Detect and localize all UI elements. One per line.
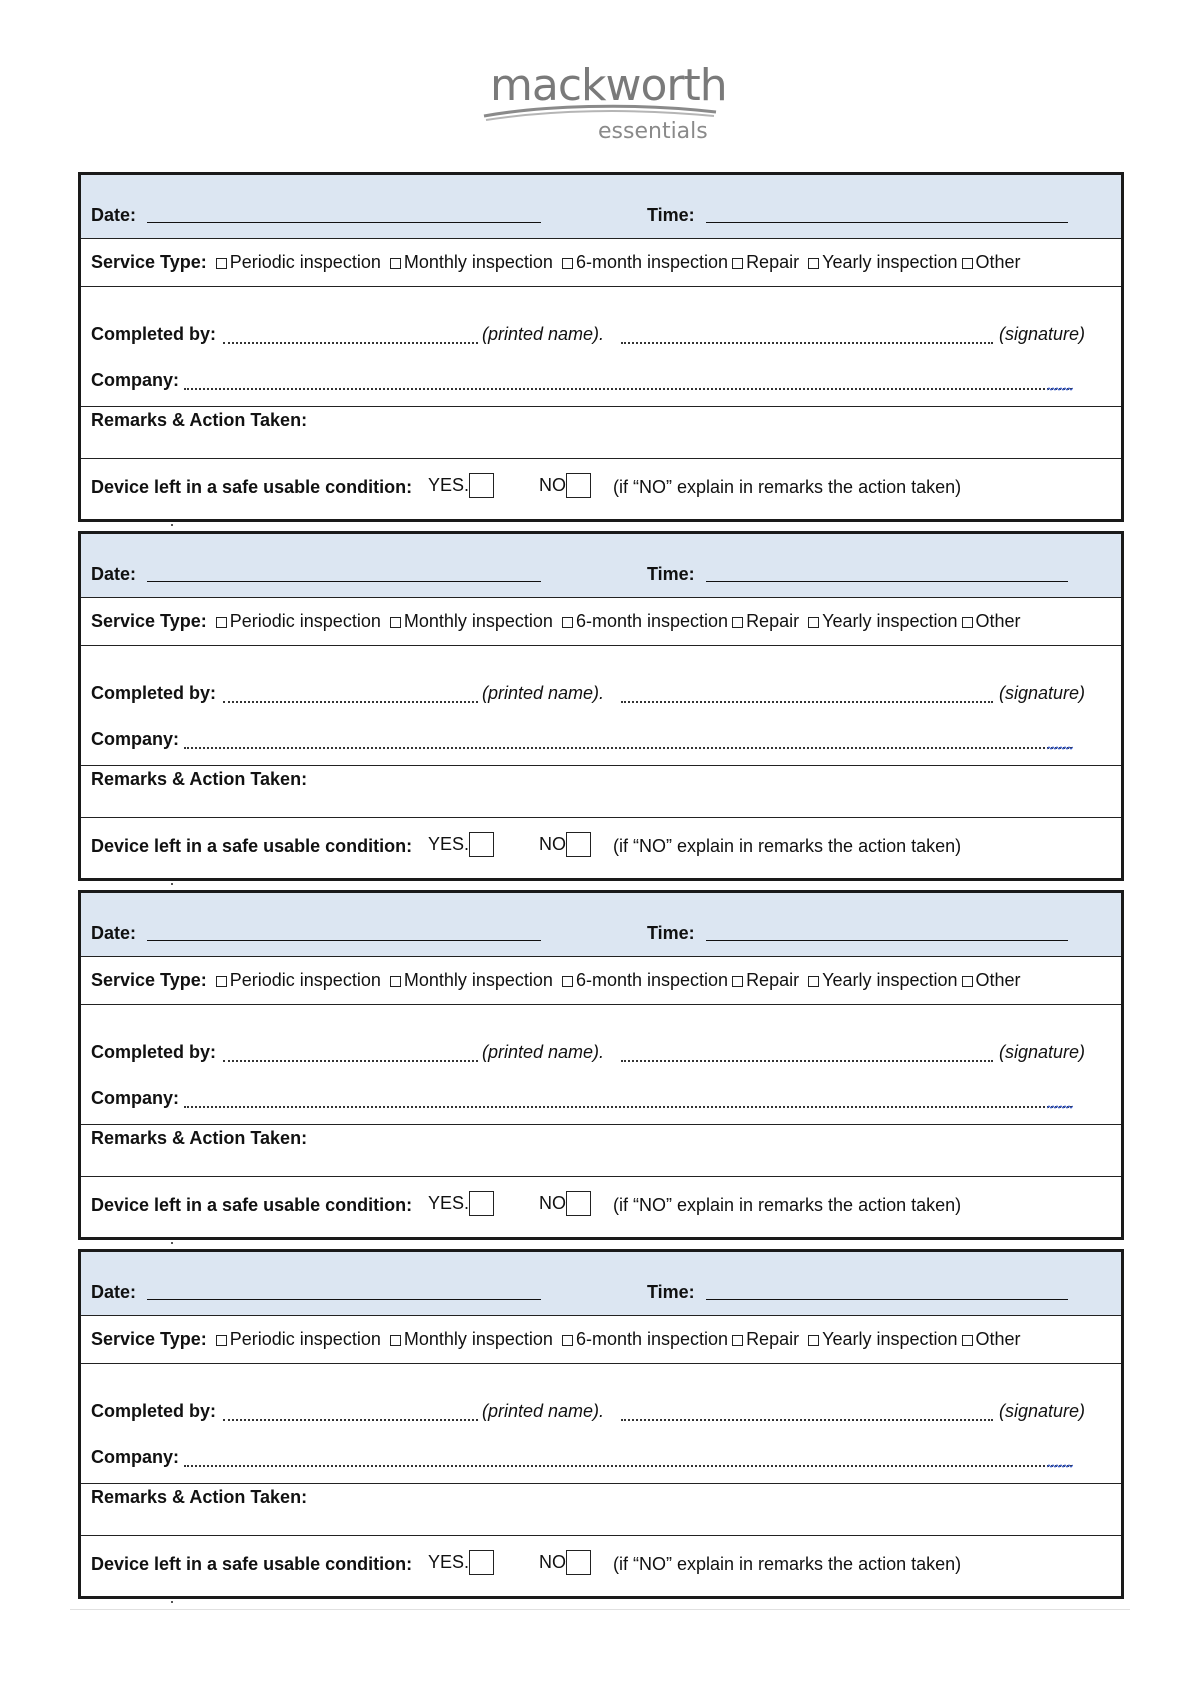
- company-label: Company:: [91, 370, 180, 390]
- page-tick-mark: [171, 883, 173, 885]
- no-checkbox[interactable]: [566, 473, 591, 498]
- repair-option-label: Repair: [746, 252, 800, 272]
- no-option: [539, 832, 591, 857]
- no-label: NO: [539, 1193, 566, 1213]
- yearly-checkbox[interactable]: [808, 1335, 819, 1346]
- completed-by-row: [81, 1005, 1121, 1125]
- spellcheck-squiggle-icon: [1047, 1105, 1073, 1111]
- no-explain-note: (if “NO” explain in remarks the action taken): [613, 477, 962, 497]
- yes-checkbox[interactable]: [469, 1191, 494, 1216]
- device-condition-row: [81, 1177, 1121, 1237]
- other-checkbox[interactable]: [962, 1335, 973, 1346]
- periodic-checkbox[interactable]: [216, 1335, 227, 1346]
- date-label: Date:: [91, 205, 137, 225]
- printed-name-field[interactable]: [223, 1419, 478, 1421]
- device-condition-label: Device left in a safe usable condition:: [91, 477, 413, 497]
- company-field[interactable]: [184, 747, 1072, 749]
- six-month-checkbox[interactable]: [562, 258, 573, 269]
- service-type-label: Service Type:: [91, 970, 207, 990]
- yes-checkbox[interactable]: [469, 832, 494, 857]
- printed-name-caption: (printed name).: [482, 324, 605, 344]
- completed-by-row: [81, 646, 1121, 766]
- yes-label: YES.: [428, 834, 470, 854]
- repair-option-label: Repair: [746, 611, 800, 631]
- signature-caption: (signature): [999, 324, 1086, 344]
- service-type-line: [91, 970, 1021, 991]
- company-field[interactable]: [184, 1106, 1072, 1108]
- company-logo: [480, 58, 727, 148]
- yes-option: [428, 832, 494, 857]
- signature-field[interactable]: [621, 701, 993, 703]
- time-field[interactable]: [706, 940, 1068, 941]
- other-option-label: Other: [975, 611, 1021, 631]
- signature-caption: (signature): [999, 683, 1086, 703]
- signature-field[interactable]: [621, 342, 993, 344]
- date-label: Date:: [91, 923, 137, 943]
- yearly-option-label: Yearly inspection: [822, 970, 958, 990]
- service-record: [78, 172, 1124, 522]
- time-field[interactable]: [706, 222, 1068, 223]
- remarks-row[interactable]: [81, 1484, 1121, 1536]
- other-option-label: Other: [975, 1329, 1021, 1349]
- no-label: NO: [539, 475, 566, 495]
- no-option: [539, 1191, 591, 1216]
- remarks-label: Remarks & Action Taken:: [91, 1128, 308, 1148]
- yearly-checkbox[interactable]: [808, 976, 819, 987]
- periodic-option-label: Periodic inspection: [229, 252, 381, 272]
- repair-checkbox[interactable]: [732, 976, 743, 987]
- date-field[interactable]: [147, 222, 541, 223]
- time-label: Time:: [647, 205, 695, 225]
- time-label: Time:: [647, 923, 695, 943]
- repair-checkbox[interactable]: [732, 617, 743, 628]
- device-condition-row: [81, 459, 1121, 519]
- yearly-checkbox[interactable]: [808, 617, 819, 628]
- other-option-label: Other: [975, 252, 1021, 272]
- no-option: [539, 1550, 591, 1575]
- yearly-option-label: Yearly inspection: [822, 1329, 958, 1349]
- six-month-option-label: 6-month inspection: [575, 1329, 729, 1349]
- service-record: [78, 890, 1124, 1240]
- printed-name-caption: (printed name).: [482, 1042, 605, 1062]
- monthly-checkbox[interactable]: [390, 258, 401, 269]
- no-option: [539, 473, 591, 498]
- signature-field[interactable]: [621, 1419, 993, 1421]
- six-month-option-label: 6-month inspection: [575, 970, 729, 990]
- other-option-label: Other: [975, 970, 1021, 990]
- remarks-row[interactable]: [81, 766, 1121, 818]
- date-time-row: [81, 175, 1121, 239]
- service-type-row: [81, 1316, 1121, 1364]
- device-condition-label: Device left in a safe usable condition:: [91, 1195, 413, 1215]
- remarks-row[interactable]: [81, 1125, 1121, 1177]
- time-label: Time:: [647, 564, 695, 584]
- service-type-row: [81, 239, 1121, 287]
- printed-name-field[interactable]: [223, 701, 478, 703]
- company-label: Company:: [91, 729, 180, 749]
- service-type-row: [81, 598, 1121, 646]
- yearly-option-label: Yearly inspection: [822, 252, 958, 272]
- repair-option-label: Repair: [746, 970, 800, 990]
- monthly-checkbox[interactable]: [390, 976, 401, 987]
- spellcheck-squiggle-icon: [1047, 746, 1073, 752]
- company-field[interactable]: [184, 388, 1072, 390]
- device-condition-label: Device left in a safe usable condition:: [91, 1554, 413, 1574]
- device-condition-row: [81, 1536, 1121, 1596]
- company-field[interactable]: [184, 1465, 1072, 1467]
- remarks-row[interactable]: [81, 407, 1121, 459]
- periodic-checkbox[interactable]: [216, 617, 227, 628]
- yearly-option-label: Yearly inspection: [822, 611, 958, 631]
- spellcheck-squiggle-icon: [1047, 1464, 1073, 1470]
- six-month-checkbox[interactable]: [562, 1335, 573, 1346]
- time-field[interactable]: [706, 1299, 1068, 1300]
- service-type-line: [91, 1329, 1021, 1350]
- remarks-label: Remarks & Action Taken:: [91, 769, 308, 789]
- date-field[interactable]: [147, 581, 541, 582]
- no-explain-note: (if “NO” explain in remarks the action taken): [613, 1554, 962, 1574]
- other-checkbox[interactable]: [962, 258, 973, 269]
- yes-option: [428, 473, 494, 498]
- printed-name-caption: (printed name).: [482, 683, 605, 703]
- date-label: Date:: [91, 1282, 137, 1302]
- logo-wordmark: mackworth: [490, 60, 727, 111]
- page-tick-mark: [171, 1242, 173, 1244]
- service-type-line: [91, 611, 1021, 632]
- no-label: NO: [539, 834, 566, 854]
- periodic-option-label: Periodic inspection: [229, 1329, 381, 1349]
- date-time-row: [81, 893, 1121, 957]
- periodic-option-label: Periodic inspection: [229, 611, 381, 631]
- periodic-option-label: Periodic inspection: [229, 970, 381, 990]
- six-month-checkbox[interactable]: [562, 976, 573, 987]
- monthly-option-label: Monthly inspection: [403, 252, 553, 272]
- monthly-option-label: Monthly inspection: [403, 970, 553, 990]
- six-month-option-label: 6-month inspection: [575, 252, 729, 272]
- date-time-row: [81, 534, 1121, 598]
- no-checkbox[interactable]: [566, 832, 591, 857]
- monthly-option-label: Monthly inspection: [403, 1329, 553, 1349]
- device-condition-label: Device left in a safe usable condition:: [91, 836, 413, 856]
- remarks-label: Remarks & Action Taken:: [91, 1487, 308, 1507]
- page-tick-mark: [171, 524, 173, 526]
- service-type-line: [91, 252, 1021, 273]
- yearly-checkbox[interactable]: [808, 258, 819, 269]
- yes-option: [428, 1191, 494, 1216]
- service-record: [78, 531, 1124, 881]
- spellcheck-squiggle-icon: [1047, 387, 1073, 393]
- remarks-label: Remarks & Action Taken:: [91, 410, 308, 430]
- completed-by-label: Completed by:: [91, 1401, 217, 1421]
- repair-checkbox[interactable]: [732, 258, 743, 269]
- six-month-option-label: 6-month inspection: [575, 611, 729, 631]
- no-checkbox[interactable]: [566, 1550, 591, 1575]
- monthly-option-label: Monthly inspection: [403, 611, 553, 631]
- printed-name-caption: (printed name).: [482, 1401, 605, 1421]
- repair-option-label: Repair: [746, 1329, 800, 1349]
- completed-by-label: Completed by:: [91, 683, 217, 703]
- no-checkbox[interactable]: [566, 1191, 591, 1216]
- monthly-checkbox[interactable]: [390, 617, 401, 628]
- company-label: Company:: [91, 1447, 180, 1467]
- date-field[interactable]: [147, 940, 541, 941]
- company-label: Company:: [91, 1088, 180, 1108]
- repair-checkbox[interactable]: [732, 1335, 743, 1346]
- no-explain-note: (if “NO” explain in remarks the action taken): [613, 836, 962, 856]
- periodic-checkbox[interactable]: [216, 258, 227, 269]
- other-checkbox[interactable]: [962, 976, 973, 987]
- completed-by-label: Completed by:: [91, 1042, 217, 1062]
- no-explain-note: (if “NO” explain in remarks the action taken): [613, 1195, 962, 1215]
- yes-label: YES.: [428, 475, 470, 495]
- time-field[interactable]: [706, 581, 1068, 582]
- periodic-checkbox[interactable]: [216, 976, 227, 987]
- date-field[interactable]: [147, 1299, 541, 1300]
- date-time-row: [81, 1252, 1121, 1316]
- signature-caption: (signature): [999, 1401, 1086, 1421]
- completed-by-row: [81, 287, 1121, 407]
- service-type-label: Service Type:: [91, 252, 207, 272]
- yes-checkbox[interactable]: [469, 1550, 494, 1575]
- six-month-checkbox[interactable]: [562, 617, 573, 628]
- yes-label: YES.: [428, 1193, 470, 1213]
- yes-option: [428, 1550, 494, 1575]
- other-checkbox[interactable]: [962, 617, 973, 628]
- time-label: Time:: [647, 1282, 695, 1302]
- completed-by-row: [81, 1364, 1121, 1484]
- signature-field[interactable]: [621, 1060, 993, 1062]
- service-type-row: [81, 957, 1121, 1005]
- service-record: [78, 1249, 1124, 1599]
- logo-tagline: essentials: [598, 119, 708, 144]
- printed-name-field[interactable]: [223, 342, 478, 344]
- yes-checkbox[interactable]: [469, 473, 494, 498]
- page-tick-mark: [171, 1601, 173, 1603]
- yes-label: YES.: [428, 1552, 470, 1572]
- completed-by-label: Completed by:: [91, 324, 217, 344]
- printed-name-field[interactable]: [223, 1060, 478, 1062]
- no-label: NO: [539, 1552, 566, 1572]
- page-bottom-rule: [70, 1609, 1130, 1610]
- device-condition-row: [81, 818, 1121, 878]
- date-label: Date:: [91, 564, 137, 584]
- signature-caption: (signature): [999, 1042, 1086, 1062]
- service-type-label: Service Type:: [91, 611, 207, 631]
- monthly-checkbox[interactable]: [390, 1335, 401, 1346]
- service-type-label: Service Type:: [91, 1329, 207, 1349]
